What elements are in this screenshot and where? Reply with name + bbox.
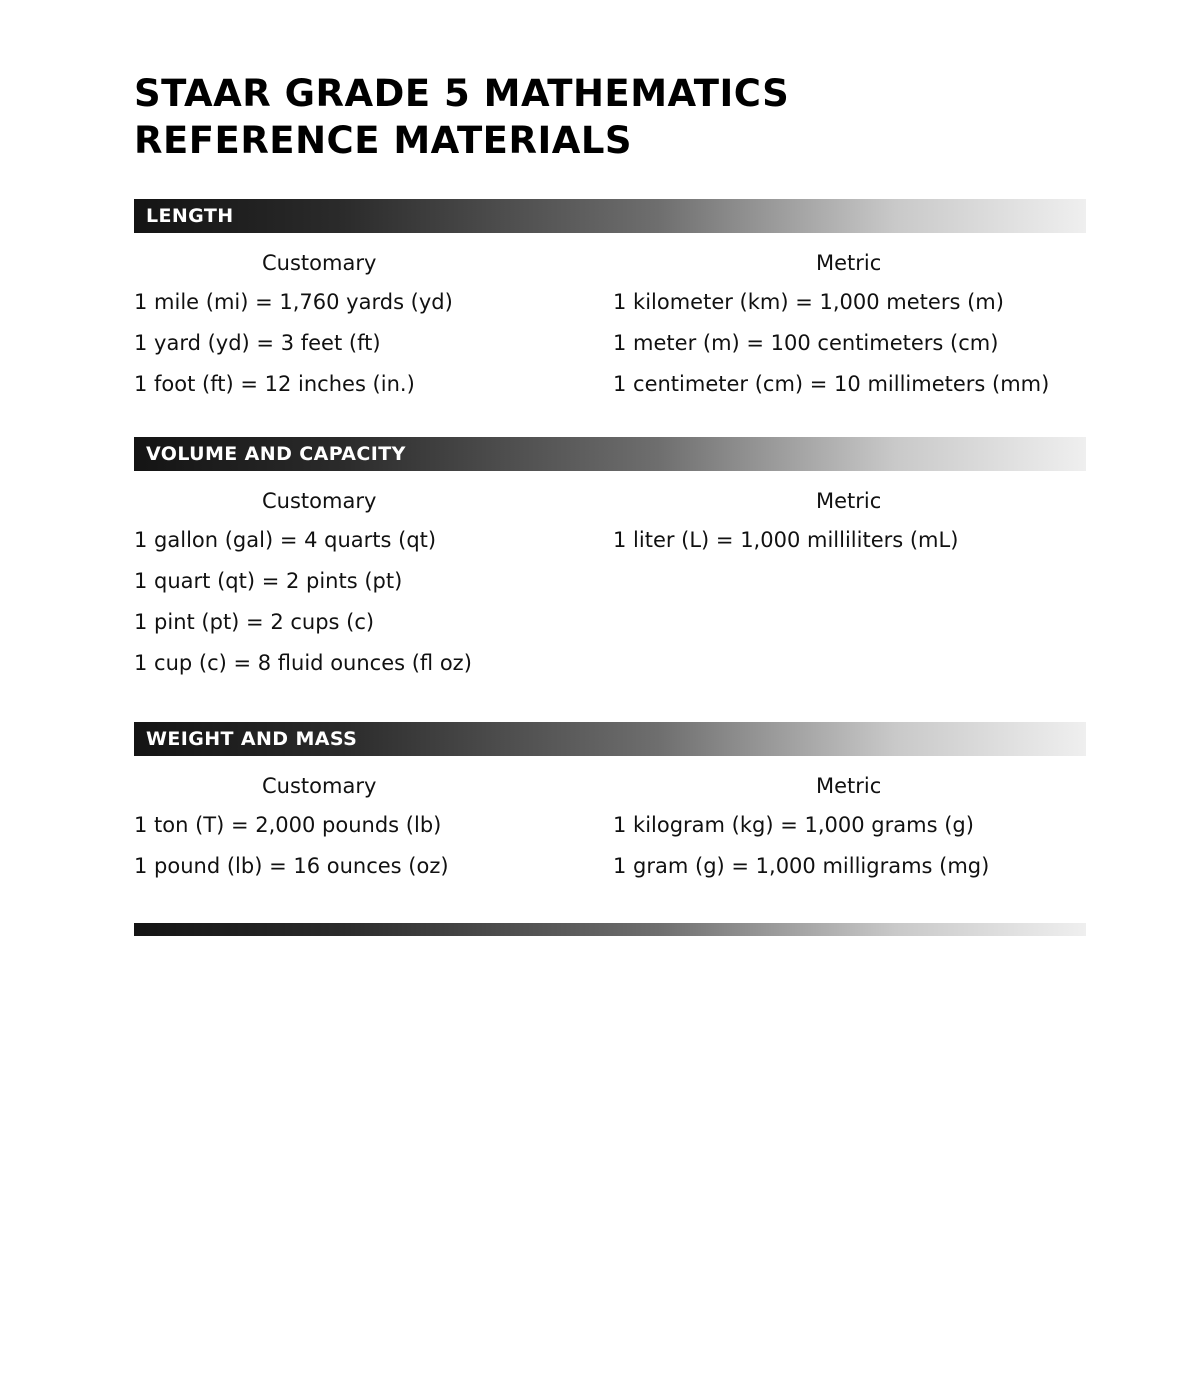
list-item: 1 kilometer (km) = 1,000 meters (m) — [613, 289, 1004, 314]
list-item: 1 pint (pt) = 2 cups (c) — [134, 609, 375, 634]
list-item: 1 meter (m) = 100 centimeters (cm) — [613, 330, 999, 355]
section-header-weight-and-mass — [134, 722, 1086, 756]
section-header-label: WEIGHT AND MASS — [146, 727, 358, 750]
page-title-line-1: STAAR GRADE 5 MATHEMATICS — [134, 72, 790, 115]
section-body-weight-and-mass — [134, 756, 1090, 897]
customary-column — [134, 251, 610, 415]
list-item: 1 gram (g) = 1,000 milligrams (mg) — [613, 853, 990, 878]
page-title-line-2: REFERENCE MATERIALS — [134, 119, 633, 163]
customary-column-heading: Customary — [262, 773, 377, 798]
section-header-label: LENGTH — [146, 204, 234, 227]
metric-column — [610, 251, 1086, 415]
list-item: 1 cup (c) = 8 fluid ounces (fl oz) — [134, 650, 472, 675]
section-body-length — [134, 233, 1090, 415]
footer-divider — [134, 923, 1086, 936]
section-spacer — [134, 694, 1090, 722]
list-item: 1 ton (T) = 2,000 pounds (lb) — [134, 812, 442, 837]
list-item: 1 yard (yd) = 3 feet (ft) — [134, 330, 381, 355]
customary-column-heading: Customary — [262, 488, 377, 513]
metric-column-heading: Metric — [816, 488, 882, 513]
section-header-length — [134, 199, 1086, 233]
section-body-volume-and-capacity — [134, 471, 1090, 694]
metric-column — [610, 489, 1086, 694]
list-item: 1 foot (ft) = 12 inches (in.) — [134, 371, 415, 396]
list-item: 1 centimeter (cm) = 10 millimeters (mm) — [613, 371, 1050, 396]
list-item: 1 quart (qt) = 2 pints (pt) — [134, 568, 403, 593]
customary-column — [134, 774, 610, 897]
page-title — [134, 70, 1090, 165]
section-spacer — [134, 415, 1090, 437]
list-item: 1 pound (lb) = 16 ounces (oz) — [134, 853, 449, 878]
metric-column-heading: Metric — [816, 250, 882, 275]
list-item: 1 gallon (gal) = 4 quarts (qt) — [134, 527, 437, 552]
section-volume-and-capacity — [134, 437, 1090, 694]
section-header-volume-and-capacity — [134, 437, 1086, 471]
customary-column — [134, 489, 610, 694]
section-weight-and-mass — [134, 722, 1090, 897]
customary-column-heading: Customary — [262, 250, 377, 275]
list-item: 1 mile (mi) = 1,760 yards (yd) — [134, 289, 453, 314]
list-item: 1 kilogram (kg) = 1,000 grams (g) — [613, 812, 974, 837]
metric-column — [610, 774, 1086, 897]
section-header-label: VOLUME AND CAPACITY — [146, 442, 406, 465]
metric-column-heading: Metric — [816, 773, 882, 798]
list-item: 1 liter (L) = 1,000 milliliters (mL) — [613, 527, 959, 552]
section-length — [134, 199, 1090, 415]
